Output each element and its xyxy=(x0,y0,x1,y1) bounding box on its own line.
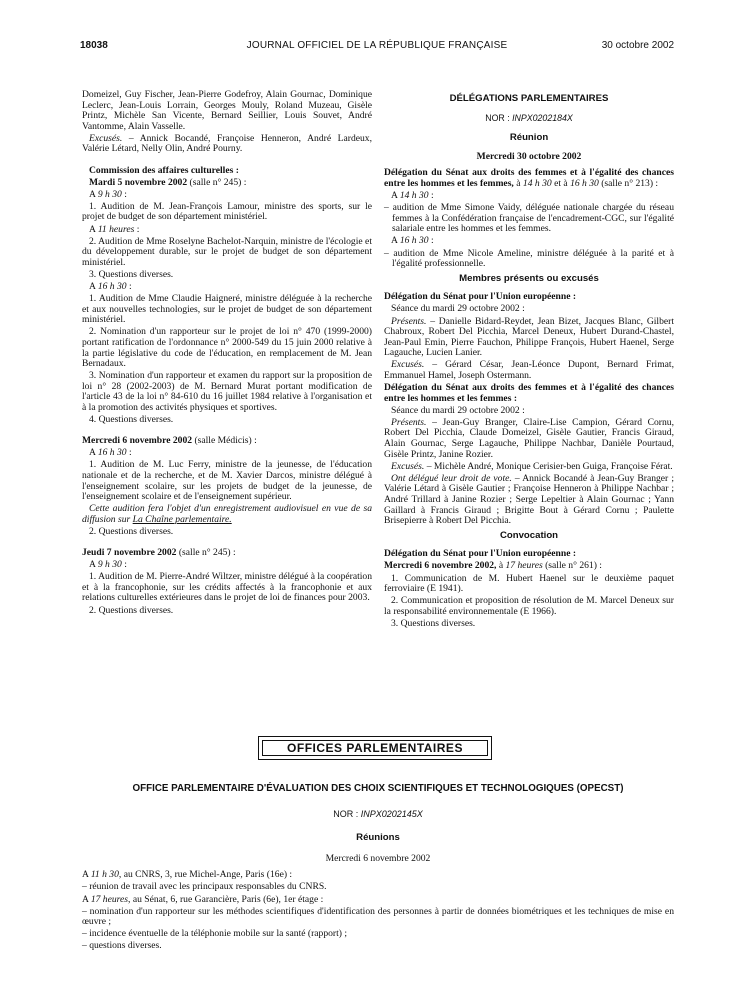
offices-banner-label: OFFICES PARLEMENTAIRES xyxy=(262,740,488,756)
agenda-item: 4. Questions diverses. xyxy=(89,414,174,426)
agenda-item: 2. Questions diverses. xyxy=(89,525,174,537)
agenda-item: 2. Nomination d'un rapporteur sur le projet de loi n° 470 (1999-2000) portant ratification de l'ordonnance n° 2000-549 du 15 juin 2000 relative à la partie législative du code de l'éducation, en remplacement de M. Jean Bernadaux. xyxy=(82,326,372,370)
time-slot: A 17 heures, au Sénat, 6, rue Garancière, Paris (6e), 1er étage : xyxy=(82,893,324,905)
agenda-item: – audition de Mme Simone Vaidy, déléguée nationale chargée du réseau femmes à la Confédération française de l'encadrement-CGC, sur l'égalité salariale entre les hommes et les femmes. xyxy=(384,202,674,235)
agenda-item: – audition de Mme Nicole Ameline, ministre déléguée à la parité et à l'égalité professionnelle. xyxy=(384,247,674,270)
agenda-item: 1. Communication de M. Hubert Haenel sur le deuxième paquet ferroviaire (E 1941). xyxy=(384,572,674,595)
meeting-date: Mercredi 6 novembre 2002 xyxy=(325,852,431,864)
time-slot: A 9 h 30 : xyxy=(89,188,127,200)
reunions-heading: Réunions xyxy=(356,832,400,844)
time-slot: A 14 h 30 : xyxy=(391,190,434,202)
agenda-item: 3. Questions diverses. xyxy=(391,617,476,629)
time-slot: A 16 h 30 : xyxy=(89,447,132,459)
agenda-item: 2. Audition de Mme Roselyne Bachelot-Narquin, ministre de l'écologie et du développement durable, sur le projet de budget de son département ministériel. xyxy=(82,235,372,268)
session-date: Séance du mardi 29 octobre 2002 : xyxy=(391,303,525,315)
agenda-item: 1. Audition de M. Luc Ferry, ministre de la jeunesse, de l'éducation nationale et de la recherche, et de M. Xavier Darcos, ministre délégué à l'enseignement scolaire, sur les projets de budget de la jeunesse, de l'enseignement scolaire et de l'enseignement supérieur. xyxy=(82,459,372,503)
wednesday-heading: Mercredi 6 novembre 2002 (salle Médicis) : xyxy=(82,435,257,447)
excused-list: Excusés. – Michèle André, Monique Cerisier-ben Guiga, Françoise Férat. xyxy=(391,460,673,472)
present-list: Présents. – Jean-Guy Branger, Claire-Lise Campion, Gérard Cornu, Robert Del Picchia, Claude Domeizel, Gisèle Gautier, Francis Giraud, Alain Gournac, Serge Lagauche, Philippe Nachbar, Danièle Pourtaud, Gisèle Printz, Janine Rozier. xyxy=(384,416,674,460)
present-list: Présents. – Danielle Bidard-Reydet, Jean Bizet, Jacques Blanc, Gilbert Chabroux, Robert Del Picchia, Marcel Deneux, Hubert Durand-Chastel, Jean-Paul Emin, Pierre Fauchon, Philippe François, Hubert Haenel, Serge Lagauche, Lucien Lanier. xyxy=(384,315,674,359)
meeting-date: Mercredi 30 octobre 2002 xyxy=(476,150,582,162)
convocation-heading: Convocation xyxy=(499,529,559,541)
reunion-heading: Réunion xyxy=(509,132,549,144)
delegation-heading: Délégation du Sénat aux droits des femmes et à l'égalité des chances entre les hommes et les femmes, à 14 h 30 et à 16 h 30 (salle n° 213) : xyxy=(384,167,674,189)
agenda-item: 3. Questions diverses. xyxy=(89,268,174,280)
agenda-item: 2. Questions diverses. xyxy=(89,604,174,616)
excused-paragraph: Excusés. – Annick Bocandé, Françoise Henneron, André Lardeux, Valérie Létard, Nelly Olin, André Pourny. xyxy=(82,132,372,155)
time-slot: A 16 h 30 : xyxy=(89,281,132,292)
issue-date: 30 octobre 2002 xyxy=(601,40,674,51)
left-column xyxy=(82,90,372,618)
page-number: 18038 xyxy=(80,40,108,51)
nor-reference: NOR : INPX0202145X xyxy=(333,808,423,819)
nor-reference: NOR : INPX0202184X xyxy=(485,112,573,123)
session-date: Séance du mardi 29 octobre 2002 : xyxy=(391,404,525,416)
agenda-item: 3. Nomination d'un rapporteur et examen du rapport sur la proposition de loi n° 28 (2002-2003) de M. Bernard Murat portant modification de l'article 43 de la loi n° 84-610 du 16 juillet 1984 relative à l'organisation et à la promotion des activités physiques et sportives. xyxy=(82,370,372,414)
agenda-item: 2. Communication et proposition de résolution de M. Marcel Deneux sur la responsabilité environnementale (E 1966). xyxy=(384,595,674,617)
attendees-list: Domeizel, Guy Fischer, Jean-Pierre Godefroy, Alain Gournac, Dominique Leclerc, Jean-Louis Lorrain, Georges Mouly, Roland Muzeau, Gisèle Printz, Michèle San Vicente, Bernard Seillier, Louis Souvet, André Vantomme, Alain Vasselle. xyxy=(82,89,372,132)
agenda-item: – réunion de travail avec les principaux responsables du CNRS. xyxy=(82,881,327,893)
agenda-item: 1. Audition de M. Jean-François Lamour, ministre des sports, sur le projet de budget de son département ministériel. xyxy=(82,200,372,223)
office-title: OFFICE PARLEMENTAIRE D'ÉVALUATION DES CHOIX SCIENTIFIQUES ET TECHNOLOGIQUES (OPECST) xyxy=(132,783,624,794)
eu-delegation-heading: Délégation du Sénat pour l'Union européenne : xyxy=(384,548,577,560)
proxy-votes: Ont délégué leur droit de vote. – Annick Bocandé à Jean-Guy Branger ; Valérie Létard à Gisèle Gautier ; Françoise Henneron à Philippe Nachbar ; André Trillard à Janine Rozier ; Serge Lepeltier à Alain Gournac ; Yann Gaillard à Francis Giraud ; Brigitte Bout à Gérard Cornu ; Paulette Brisepierre à Robert Del Picchia. xyxy=(384,472,674,527)
agenda-item: 1. Audition de M. Pierre-André Wiltzer, ministre délégué à la coopération et à la francophonie, sur les crédits affectés à la francophonie et aux relations culturelles extérieures dans le projet de loi de finances pour 2003. xyxy=(82,571,372,604)
time-slot: A 9 h 30 : xyxy=(89,559,127,571)
agenda-item: 1. Audition de Mme Claudie Haigneré, ministre déléguée à la recherche et aux nouvelles technologies, sur le projet de budget de son département ministériel. xyxy=(82,293,372,326)
opecst-section xyxy=(82,784,674,954)
members-heading: Membres présents ou excusés xyxy=(459,272,599,284)
journal-title: JOURNAL OFFICIEL DE LA RÉPUBLIQUE FRANÇAISE xyxy=(246,40,508,51)
time-slot: A 16 h 30 : xyxy=(391,235,434,247)
section-title: DÉLÉGATIONS PARLEMENTAIRES xyxy=(449,93,609,104)
excused-list: Excusés. – Gérard César, Jean-Léonce Dupont, Bernard Frimat, Emmanuel Hamel, Joseph Ostermann. xyxy=(384,359,674,381)
time-slot: A 11 h 30, au CNRS, 3, rue Michel-Ange, Paris (16e) : xyxy=(82,869,293,881)
commission-heading: Commission des affaires culturelles : xyxy=(89,164,239,176)
agenda-item: – questions diverses. xyxy=(82,940,162,952)
women-delegation-heading: Délégation du Sénat aux droits des femmes et à l'égalité des chances entre les hommes et les femmes : xyxy=(384,382,674,404)
agenda-item: – incidence éventuelle de la téléphonie mobile sur la santé (rapport) ; xyxy=(82,928,348,940)
offices-banner xyxy=(258,736,492,760)
eu-delegation-heading: Délégation du Sénat pour l'Union européenne : xyxy=(384,291,577,303)
right-column xyxy=(384,90,674,631)
thursday-heading: Jeudi 7 novembre 2002 (salle n° 245) : xyxy=(82,547,236,559)
agenda-item: – nomination d'un rapporteur sur les méthodes scientifiques d'identification des personnes à partir de données biométriques et les techniques de mise en œuvre ; xyxy=(82,905,674,928)
broadcast-note: Cette audition fera l'objet d'un enregistrement audiovisuel en vue de sa diffusion sur La Chaîne parlementaire. xyxy=(82,503,372,525)
tuesday-heading: Mardi 5 novembre 2002 (salle n° 245) : xyxy=(89,176,247,188)
page-header xyxy=(80,40,674,56)
convocation-date: Mercredi 6 novembre 2002, à 17 heures (salle n° 261) : xyxy=(384,560,602,572)
time-slot: A 11 heures : xyxy=(89,223,140,235)
